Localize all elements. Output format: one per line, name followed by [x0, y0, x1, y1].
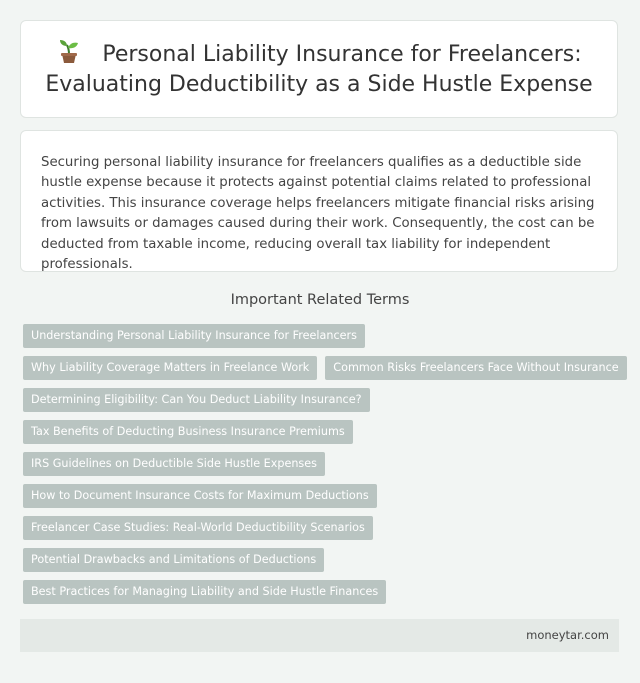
footer-site-link[interactable]: moneytar.com [526, 628, 609, 642]
term-tag[interactable]: Best Practices for Managing Liability and Side Hustle Finances [23, 580, 386, 604]
related-terms-heading: Important Related Terms [230, 292, 410, 308]
term-row [23, 548, 623, 572]
related-terms-list [23, 324, 623, 612]
summary-text: Securing personal liability insurance for freelancers qualifies as a deductible side hustle expense because it protects against potential claims related to professional activities. This insurance coverage helps freelancers mitigate financial risks arising from lawsuits or damages caused during their work. Consequently, the cost can be deducted from taxable income, reducing overall tax liability for independent professionals. [41, 155, 595, 273]
footer [20, 619, 619, 652]
page-title [39, 38, 599, 100]
term-tag[interactable]: Understanding Personal Liability Insurance for Freelancers [23, 324, 365, 348]
sprout-icon [56, 38, 82, 64]
term-tag[interactable]: Potential Drawbacks and Limitations of Deductions [23, 548, 324, 572]
term-tag[interactable]: Freelancer Case Studies: Real-World Deductibility Scenarios [23, 516, 373, 540]
term-row [23, 452, 623, 476]
term-tag[interactable]: Why Liability Coverage Matters in Freelance Work [23, 356, 317, 380]
term-row [23, 484, 623, 508]
term-tag[interactable]: Tax Benefits of Deducting Business Insurance Premiums [23, 420, 353, 444]
term-row [23, 420, 623, 444]
term-tag[interactable]: How to Document Insurance Costs for Maximum Deductions [23, 484, 377, 508]
term-row [23, 516, 623, 540]
summary-card [20, 130, 618, 272]
term-row [23, 356, 623, 380]
term-tag[interactable]: Common Risks Freelancers Face Without Insurance [325, 356, 626, 380]
term-row [23, 324, 623, 348]
title-card [20, 20, 618, 118]
term-tag[interactable]: IRS Guidelines on Deductible Side Hustle Expenses [23, 452, 325, 476]
term-row [23, 388, 623, 412]
page-title-text: Personal Liability Insurance for Freelancers: Evaluating Deductibility as a Side Hustle Expense [45, 42, 593, 97]
term-tag[interactable]: Determining Eligibility: Can You Deduct Liability Insurance? [23, 388, 370, 412]
term-row [23, 580, 623, 604]
